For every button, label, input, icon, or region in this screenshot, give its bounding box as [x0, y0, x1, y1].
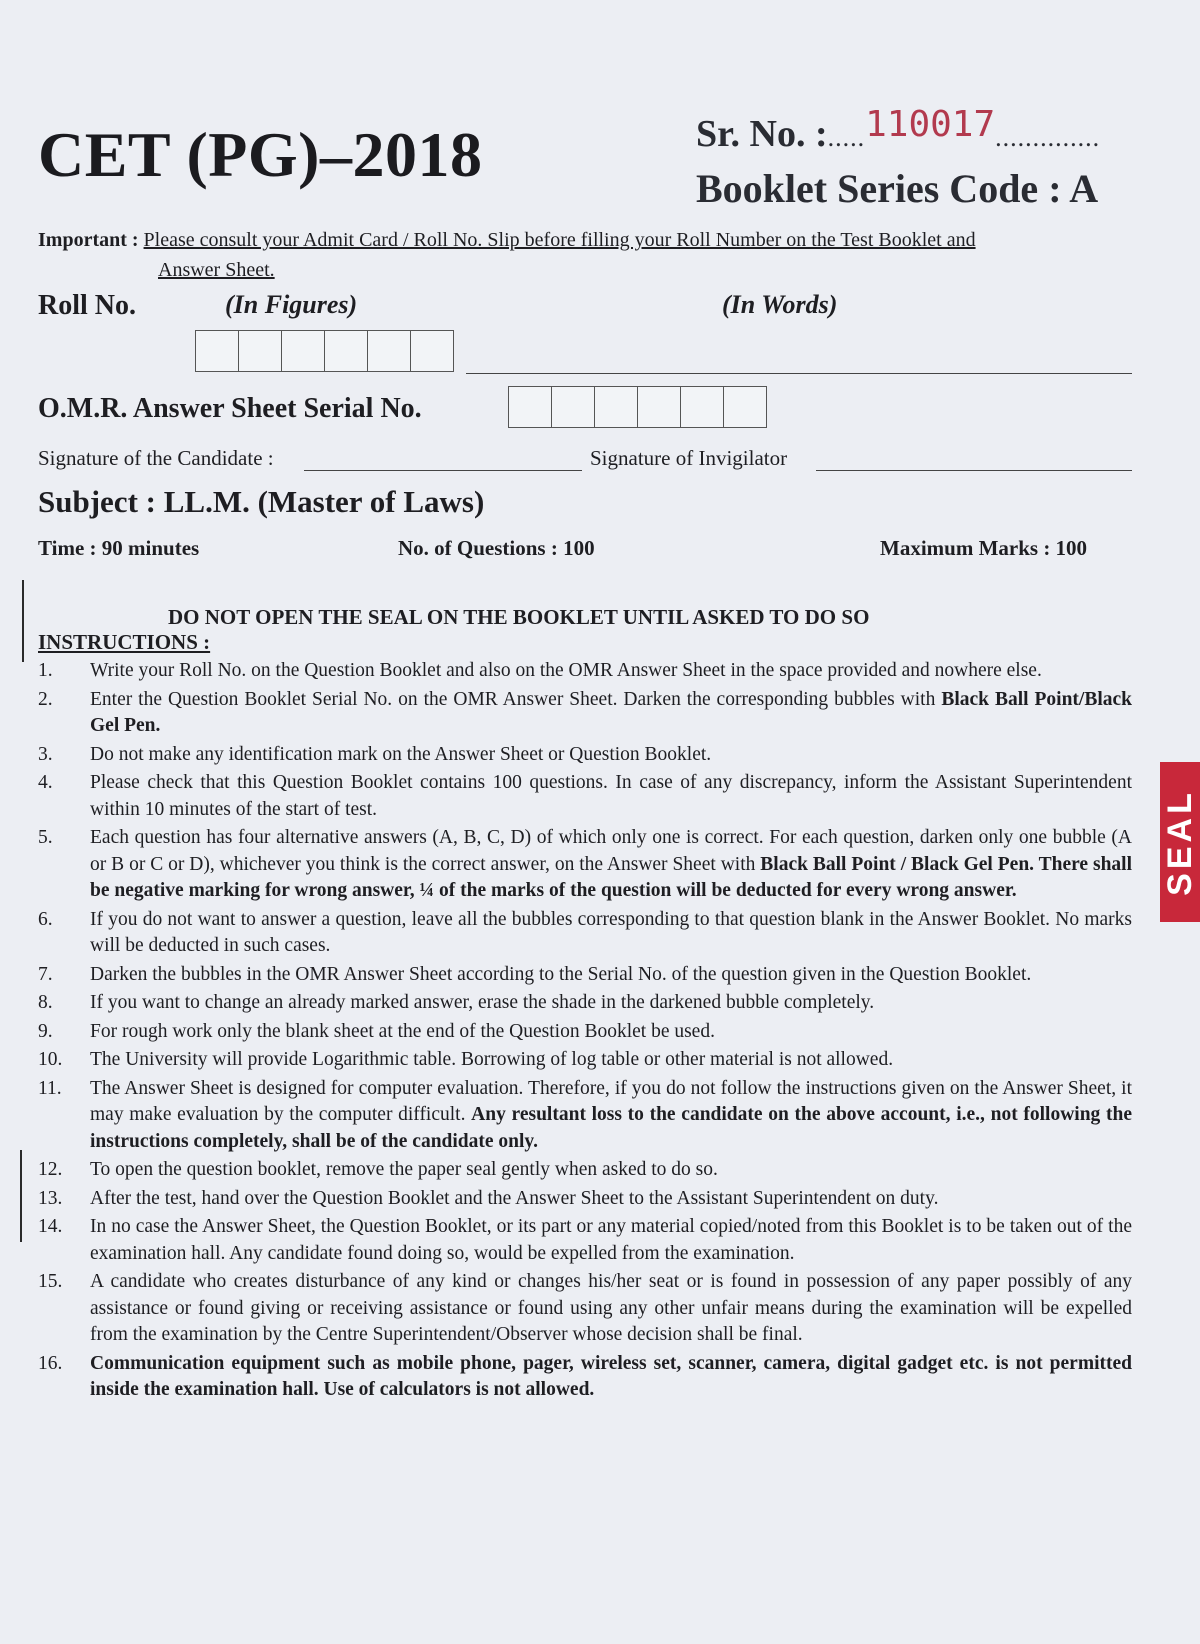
instruction-number: 12. — [38, 1159, 63, 1180]
invigilator-signature-line[interactable] — [816, 470, 1132, 471]
instruction-number: 4. — [38, 772, 53, 793]
margin-mark — [22, 580, 24, 662]
instruction-number: 5. — [38, 827, 53, 848]
instruction-text: In no case the Answer Sheet, the Question Booklet, or its part or any material copied/noted from this Booklet is to be taken out of the examination hall. Any candidate found doing so, would be expelled from the examination. — [90, 1216, 1132, 1264]
omr-serial-boxes[interactable] — [508, 386, 767, 428]
roll-digit-box[interactable] — [239, 331, 282, 371]
instruction-item — [38, 687, 1132, 740]
roll-digit-box[interactable] — [411, 331, 453, 371]
omr-digit-box[interactable] — [509, 387, 552, 427]
instruction-bold-text: Black Ball Point / Black Gel Pen. There shall be negative marking for wrong answer, ¼ of the marks of the question will be deducted for every wrong answer. — [90, 853, 1132, 901]
candidate-signature-label: Signature of the Candidate : — [38, 446, 274, 470]
instruction-text: If you want to change an already marked answer, erase the shade in the darkened bubble completely. — [90, 992, 875, 1013]
instruction-text: Each question has four alternative answers (A, B, C, D) of which only one is correct. For each question, darken only one bubble (A or B or C or D), whichever you think is the correct answer, on the Answer Sheet with — [90, 827, 1132, 875]
instruction-bold-text: Any resultant loss to the candidate on the above account, i.e., not following the instructions completely, shall be of the candidate only. — [90, 1104, 1132, 1152]
instruction-text: For rough work only the blank sheet at the end of the Question Booklet be used. — [90, 1020, 715, 1042]
instruction-item — [38, 825, 1132, 905]
instruction-item — [38, 1076, 1132, 1156]
instruction-item — [38, 1047, 1132, 1074]
instruction-number: 11. — [38, 1077, 62, 1099]
subject-title: Subject : LL.M. (Master of Laws) — [38, 484, 485, 519]
instruction-number: 3. — [38, 743, 53, 765]
instruction-number: 8. — [38, 992, 53, 1013]
serial-dots-left: ..... — [827, 123, 866, 152]
omr-digit-box[interactable] — [638, 387, 681, 427]
omr-digit-box[interactable] — [595, 387, 638, 427]
roll-number-words-line[interactable] — [466, 373, 1132, 374]
serial-number-label: Sr. No. : — [696, 113, 828, 155]
instruction-item — [38, 658, 1132, 685]
instruction-number: 14. — [38, 1216, 63, 1237]
instruction-number: 7. — [38, 963, 53, 985]
instruction-number: 1. — [38, 660, 53, 681]
important-note — [38, 225, 1138, 281]
serial-number-value: 110017 — [865, 104, 996, 145]
roll-number-label: Roll No. — [38, 290, 136, 321]
instruction-text: Write your Roll No. on the Question Booklet and also on the OMR Answer Sheet in the space provided and nowhere else. — [90, 660, 1042, 681]
roll-digit-box[interactable] — [325, 331, 368, 371]
instruction-text: The Answer Sheet is designed for computer evaluation. Therefore, if you do not follow the instructions given on the Answer Sheet, it may make evaluation by the computer difficult. — [90, 1077, 1132, 1125]
instruction-number: 2. — [38, 688, 53, 710]
instructions-heading: INSTRUCTIONS : — [38, 630, 211, 654]
instruction-number: 9. — [38, 1020, 53, 1042]
in-words-label: (In Words) — [722, 290, 838, 319]
question-count: No. of Questions : 100 — [398, 536, 595, 560]
seal-tab[interactable] — [1160, 762, 1200, 922]
instruction-number: 15. — [38, 1271, 63, 1292]
instruction-bold-text: Communication equipment such as mobile phone, pager, wireless set, scanner, camera, digital gadget etc. is not permitted inside the examination hall. Use of calculators is not allowed. — [90, 1352, 1132, 1400]
instruction-text: Enter the Question Booklet Serial No. on the OMR Answer Sheet. Darken the corresponding bubbles with — [90, 688, 942, 710]
instruction-item — [38, 1269, 1132, 1349]
omr-digit-box[interactable] — [681, 387, 724, 427]
omr-digit-box[interactable] — [552, 387, 595, 427]
instruction-text: The University will provide Logarithmic table. Borrowing of log table or other material is not allowed. — [90, 1049, 894, 1070]
instruction-text: Please check that this Question Booklet contains 100 questions. In case of any discrepancy, inform the Assistant Superintendent within 10 minutes of the start of test. — [90, 772, 1132, 820]
candidate-signature-line[interactable] — [304, 470, 582, 471]
in-figures-label: (In Figures) — [225, 290, 358, 319]
instruction-item — [38, 1214, 1132, 1267]
instruction-number: 10. — [38, 1049, 63, 1070]
instruction-item — [38, 770, 1132, 823]
roll-digit-box[interactable] — [196, 331, 239, 371]
roll-number-figures-boxes[interactable] — [195, 330, 454, 372]
invigilator-signature-label: Signature of Invigilator — [590, 446, 788, 470]
instruction-item — [38, 990, 1132, 1017]
booklet-series-code: Booklet Series Code : A — [696, 166, 1099, 211]
instruction-bold-text: Black Ball Point/Black Gel Pen. — [90, 688, 1132, 736]
omr-digit-box[interactable] — [724, 387, 766, 427]
instruction-item — [38, 1019, 1132, 1046]
seal-warning: DO NOT OPEN THE SEAL ON THE BOOKLET UNTIL ASKED TO DO SO — [168, 605, 870, 629]
instruction-number: 16. — [38, 1352, 63, 1374]
instruction-number: 13. — [38, 1187, 63, 1209]
important-label: Important : — [38, 229, 139, 251]
serial-dots-right: .............. — [995, 123, 1101, 152]
margin-mark — [20, 1150, 22, 1242]
omr-serial-label: O.M.R. Answer Sheet Serial No. — [38, 393, 422, 424]
instruction-text: Darken the bubbles in the OMR Answer Sheet according to the Serial No. of the question given in the Question Booklet. — [90, 963, 1032, 985]
instruction-text: To open the question booklet, remove the paper seal gently when asked to do so. — [90, 1159, 718, 1180]
instruction-item — [38, 1157, 1132, 1184]
exam-time: Time : 90 minutes — [38, 536, 200, 560]
instruction-number: 6. — [38, 908, 53, 930]
serial-number-row — [696, 104, 1101, 156]
instruction-item — [38, 1351, 1132, 1404]
roll-digit-box[interactable] — [368, 331, 411, 371]
important-text-cont: Answer Sheet. — [158, 259, 275, 281]
exam-title: CET (PG)–2018 — [38, 119, 483, 190]
roll-digit-box[interactable] — [282, 331, 325, 371]
maximum-marks: Maximum Marks : 100 — [880, 536, 1088, 560]
instruction-item — [38, 742, 1132, 769]
seal-tab-label: SEAL — [1160, 788, 1199, 896]
instruction-item — [38, 962, 1132, 989]
important-text: Please consult your Admit Card / Roll No. Slip before filling your Roll Number on the Test Booklet and — [143, 229, 976, 251]
instruction-text: A candidate who creates disturbance of any kind or changes his/her seat or is found in possession of any paper possibly of any assistance or found giving or receiving assistance or found using any other unfair means during the examination will be expelled from the examination by the Centre Superintendent/Observer whose decision shall be final. — [90, 1271, 1132, 1345]
instruction-item — [38, 1186, 1132, 1213]
instruction-text: Do not make any identification mark on the Answer Sheet or Question Booklet. — [90, 743, 712, 765]
instruction-text: After the test, hand over the Question Booklet and the Answer Sheet to the Assistant Superintendent on duty. — [90, 1187, 939, 1209]
instruction-text: If you do not want to answer a question, leave all the bubbles corresponding to that question blank in the Answer Booklet. No marks will be deducted in such cases. — [90, 908, 1132, 956]
instruction-item — [38, 907, 1132, 960]
instructions-list — [38, 658, 1132, 1406]
